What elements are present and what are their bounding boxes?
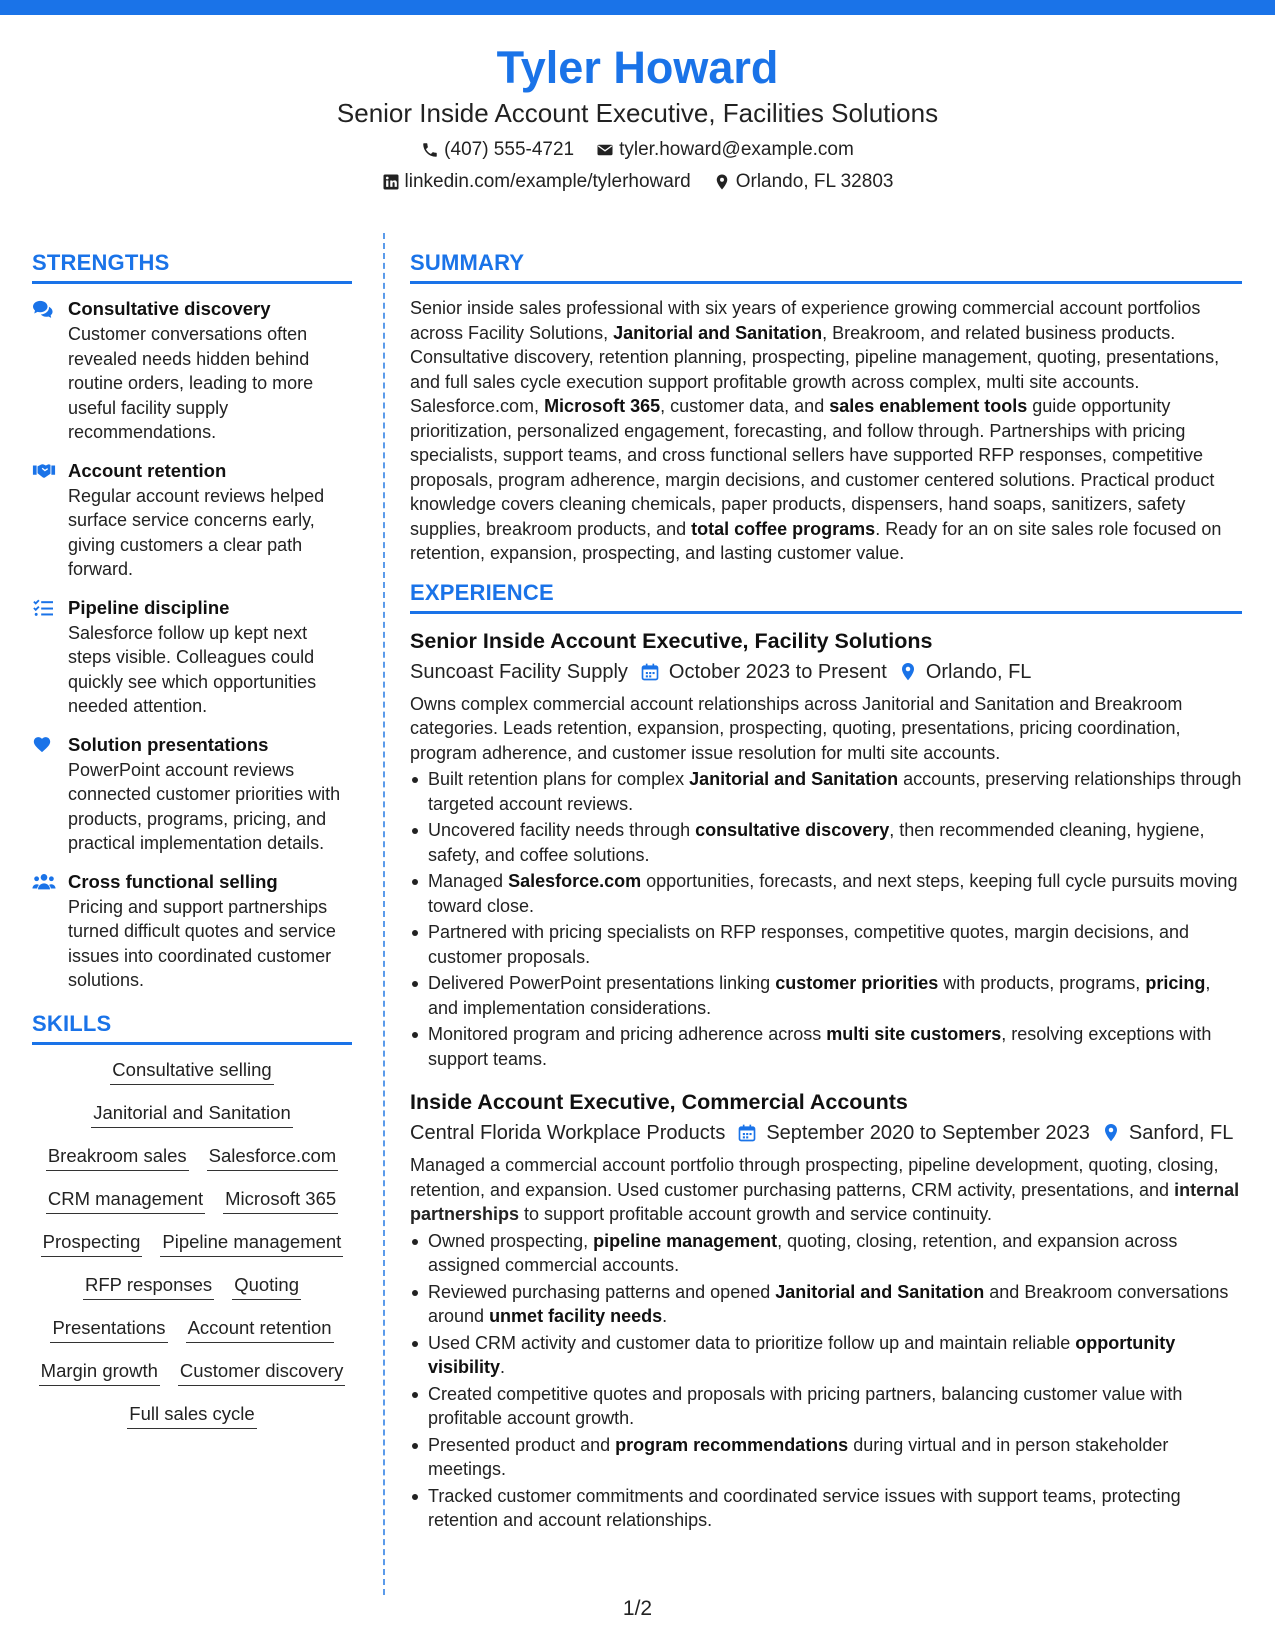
- strength-body: [68, 595, 352, 719]
- text-run: , then recommended cleaning, hygiene, safety, and coffee solutions.: [428, 820, 1205, 865]
- strength-item: [32, 458, 352, 582]
- text-run: .: [662, 1306, 668, 1326]
- skill-tag: Salesforce.com: [207, 1143, 339, 1171]
- skill-tag: Pipeline management: [160, 1229, 343, 1257]
- text-run: Managed: [428, 871, 509, 891]
- strength-title: Cross functional selling: [68, 870, 278, 892]
- skill-tag: Microsoft 365: [223, 1186, 338, 1214]
- skill-row: [46, 1186, 338, 1214]
- text-run: Used CRM activity and customer data to prioritize follow up and maintain reliable: [428, 1332, 1076, 1353]
- job-company: Suncoast Facility Supply: [410, 660, 628, 683]
- emphasis-text: unmet facility needs: [489, 1306, 663, 1326]
- left-column: [32, 250, 352, 1444]
- bullet-item: [410, 920, 1242, 969]
- emphasis-text: consultative discovery: [695, 820, 890, 840]
- text-run: Reviewed purchasing patterns and opened: [428, 1281, 776, 1302]
- text-run: . Ready for an on site sales role focused on retention, expansion, prospecting, and lasting customer value.: [410, 518, 1222, 563]
- text-run: guide opportunity prioritization, personalized engagement, forecasting, and follow through. Partnerships with pricing specialists, support teams, and cross functional sellers have supported RFP responses, competitive proposals, program adherence, margin decisions, and customer centered solutions. Practical product knowledge covers cleaning chemicals, paper products, dispensers, hand soaps, sanitizers, safety supplies, breakroom products, and: [410, 396, 1215, 539]
- strength-body: [68, 869, 352, 993]
- strength-title: Account retention: [68, 459, 227, 481]
- map-pin-icon: [1102, 1122, 1120, 1144]
- skill-tag: Breakroom sales: [46, 1143, 189, 1171]
- skill-tag: Quoting: [232, 1272, 301, 1300]
- location-text: Orlando, FL 32803: [735, 171, 894, 192]
- job-entry: [410, 1087, 1242, 1533]
- contact-location: [713, 168, 894, 196]
- job-description: [410, 1153, 1242, 1227]
- text-run: to support profitable account growth and service continuity.: [519, 1204, 992, 1224]
- job-title: Senior Inside Account Executive, Facility Solutions: [410, 628, 933, 653]
- skill-tag: Presentations: [50, 1315, 167, 1343]
- bullet-item: [410, 1229, 1242, 1278]
- emphasis-text: Janitorial and Sanitation: [689, 769, 899, 789]
- strength-item: [32, 296, 352, 445]
- bullet-item: [410, 818, 1242, 867]
- strength-body: [68, 458, 352, 582]
- linkedin-text[interactable]: linkedin.com/example/tylerhoward: [404, 171, 691, 192]
- strength-title: Consultative discovery: [68, 298, 271, 319]
- candidate-headline: Senior Inside Account Executive, Facilities Solutions: [336, 98, 939, 128]
- summary-heading: SUMMARY: [410, 250, 1242, 284]
- strength-description: Salesforce follow up kept next steps visible. Colleagues could quickly see which opportunities needed attention.: [68, 622, 317, 716]
- job-location: Orlando, FL: [925, 660, 1032, 683]
- text-run: , quoting, closing, retention, and expansion across assigned commercial accounts.: [428, 1230, 1178, 1275]
- job-bullets: [410, 1229, 1242, 1533]
- text-run: and Breakroom conversations around: [428, 1281, 1229, 1326]
- strength-description: Pricing and support partnerships turned difficult quotes and service issues into coordinated customer solutions.: [68, 896, 336, 990]
- calendar-icon: [640, 662, 660, 682]
- bullet-item: [410, 1280, 1242, 1329]
- job-entry: [410, 626, 1242, 1072]
- skill-tag: Consultative selling: [110, 1057, 273, 1085]
- strength-title: Solution presentations: [68, 733, 269, 755]
- text-run: , customer data, and: [660, 396, 830, 416]
- job-title: Inside Account Executive, Commercial Accounts: [410, 1090, 908, 1114]
- strength-description: Customer conversations often revealed needs hidden behind routine orders, leading to more useful facility supply recommendations.: [68, 324, 314, 442]
- strength-body: [68, 296, 352, 445]
- skill-row: [110, 1057, 273, 1085]
- skill-tag: Full sales cycle: [127, 1401, 256, 1429]
- resume-header: [0, 40, 1275, 196]
- job-meta: [410, 656, 1242, 688]
- job-dates: September 2020 to September 2023: [766, 1122, 1090, 1144]
- skill-tag: RFP responses: [83, 1272, 214, 1300]
- strengths-list: [32, 296, 352, 993]
- emphasis-text: customer priorities: [775, 973, 939, 993]
- skill-tag: Prospecting: [41, 1229, 143, 1257]
- skill-tag: Margin growth: [39, 1358, 160, 1386]
- phone-icon: [421, 141, 439, 159]
- strength-description: PowerPoint account reviews connected customer priorities with products, programs, pricing, and practical implementation details.: [68, 759, 341, 853]
- text-run: Managed a commercial account portfolio through prospecting, pipeline development, quoting, closing, retention, and expansion. Used customer purchasing patterns, CRM activity, presentations, and: [410, 1155, 1219, 1200]
- strength-item: [32, 732, 352, 856]
- envelope-icon: [596, 141, 614, 159]
- handshake-icon: [32, 458, 54, 582]
- top-accent-bar: [0, 0, 1275, 15]
- experience-list: [410, 626, 1242, 1533]
- strength-body: [68, 732, 352, 856]
- summary-text: [410, 296, 1242, 566]
- emphasis-text: Microsoft 365: [544, 396, 661, 416]
- skills-list: [32, 1057, 352, 1444]
- map-pin-icon: [713, 173, 731, 191]
- text-run: Partnered with pricing specialists on RFP responses, competitive quotes, margin decisions, and customer proposals.: [428, 922, 1190, 967]
- text-run: Created competitive quotes and proposals with pricing partners, balancing customer value with profitable account growth.: [428, 1383, 1183, 1428]
- emphasis-text: internal partnerships: [410, 1179, 1240, 1224]
- emphasis-text: pipeline management: [593, 1230, 778, 1251]
- list-check-icon: [32, 595, 54, 719]
- job-bullets: [410, 767, 1242, 1071]
- bullet-item: [410, 1382, 1242, 1431]
- phone-text: (407) 555-4721: [444, 139, 575, 160]
- map-pin-icon: [899, 661, 917, 683]
- skill-row: [127, 1401, 256, 1429]
- skill-tag: Janitorial and Sanitation: [91, 1100, 292, 1128]
- contact-row-1: [0, 136, 1275, 164]
- skill-row: [39, 1358, 346, 1386]
- strength-item: [32, 595, 352, 719]
- strength-item: [32, 869, 352, 993]
- text-run: Owns complex commercial account relationships across Janitorial and Sanitation and Breakroom categories. Leads retention, expansion, prospecting, quoting, presentations, pricing coordination, program adherence, and customer issue resolution for multi site accounts.: [410, 693, 1183, 763]
- text-run: Monitored program and pricing adherence across: [428, 1024, 827, 1044]
- job-meta: [410, 1117, 1242, 1149]
- emphasis-text: sales enablement tools: [829, 396, 1028, 416]
- text-run: accounts, preserving relationships through targeted account reviews.: [428, 769, 1242, 814]
- text-run: .: [500, 1357, 506, 1377]
- text-run: with products, programs,: [938, 973, 1146, 993]
- emphasis-text: Janitorial and Sanitation: [775, 1281, 985, 1302]
- bullet-item: [410, 1433, 1242, 1482]
- emphasis-text: pricing: [1145, 973, 1206, 993]
- page-number: 1/2: [622, 1597, 653, 1620]
- job-location: Sanford, FL: [1128, 1122, 1234, 1144]
- emphasis-text: multi site customers: [826, 1024, 1002, 1044]
- skill-row: [83, 1272, 301, 1300]
- text-run: Built retention plans for complex: [428, 769, 690, 789]
- emphasis-text: total coffee programs: [691, 518, 876, 539]
- strengths-heading: STRENGTHS: [32, 250, 352, 284]
- skill-tag: CRM management: [46, 1186, 205, 1214]
- email-text[interactable]: tyler.howard@example.com: [619, 139, 854, 160]
- text-run: Delivered PowerPoint presentations linking: [428, 973, 776, 993]
- text-run: , resolving exceptions with support teams.: [428, 1024, 1212, 1069]
- comments-icon: [32, 296, 54, 445]
- skill-tag: Customer discovery: [178, 1358, 345, 1386]
- bullet-item: [410, 767, 1242, 816]
- bullet-item: [410, 1484, 1242, 1533]
- job-dates: October 2023 to Present: [668, 660, 887, 683]
- bullet-item: [410, 1331, 1242, 1380]
- contact-phone: [421, 136, 574, 164]
- heart-icon: [32, 732, 54, 856]
- text-run: Senior inside sales professional with six years of experience growing commercial account portfolios across Facility Solutions,: [410, 298, 1201, 343]
- right-column: [410, 250, 1242, 1549]
- job-description: [410, 692, 1242, 766]
- column-divider: [383, 233, 385, 1595]
- skill-row: [46, 1143, 338, 1171]
- text-run: Owned prospecting,: [428, 1230, 594, 1251]
- calendar-icon: [737, 1123, 757, 1143]
- strength-description: Regular account reviews helped surface service concerns early, giving customers a clear path forward.: [68, 485, 325, 579]
- emphasis-text: program recommendations: [615, 1434, 849, 1455]
- contact-row-2: [0, 168, 1275, 196]
- text-run: Presented product and: [428, 1434, 616, 1455]
- job-company: Central Florida Workplace Products: [410, 1122, 726, 1144]
- bullet-item: [410, 1022, 1242, 1071]
- emphasis-text: Janitorial and Sanitation: [613, 322, 823, 343]
- bullet-item: [410, 869, 1242, 918]
- text-run: Uncovered facility needs through: [428, 820, 696, 840]
- experience-heading: EXPERIENCE: [410, 580, 1242, 614]
- candidate-name: Tyler Howard: [496, 42, 779, 93]
- contact-email: [596, 136, 854, 164]
- bullet-item: [410, 971, 1242, 1020]
- strength-title: Pipeline discipline: [68, 596, 230, 618]
- contact-linkedin: [382, 168, 691, 196]
- skill-row: [91, 1100, 292, 1128]
- text-run: opportunities, forecasts, and next steps, keeping full cycle pursuits moving toward close.: [428, 871, 1238, 916]
- skill-tag: Account retention: [186, 1315, 334, 1343]
- text-run: during virtual and in person stakeholder meetings.: [428, 1434, 1169, 1479]
- emphasis-text: opportunity visibility: [428, 1332, 1176, 1377]
- text-run: , Breakroom, and related business products. Consultative discovery, retention planning, prospecting, pipeline management, quoting, presentations, and full sales cycle execution support profitable growth across complex, multi site accounts. Salesforce.com,: [410, 322, 1220, 416]
- skills-heading: SKILLS: [32, 1011, 352, 1045]
- users-icon: [32, 869, 54, 993]
- skill-row: [50, 1315, 333, 1343]
- text-run: , and implementation considerations.: [428, 973, 1211, 1018]
- emphasis-text: Salesforce.com: [508, 871, 642, 891]
- linkedin-icon: [382, 173, 400, 191]
- text-run: Tracked customer commitments and coordinated service issues with support teams, protecting retention and account relationships.: [428, 1485, 1181, 1530]
- skill-row: [41, 1229, 344, 1257]
